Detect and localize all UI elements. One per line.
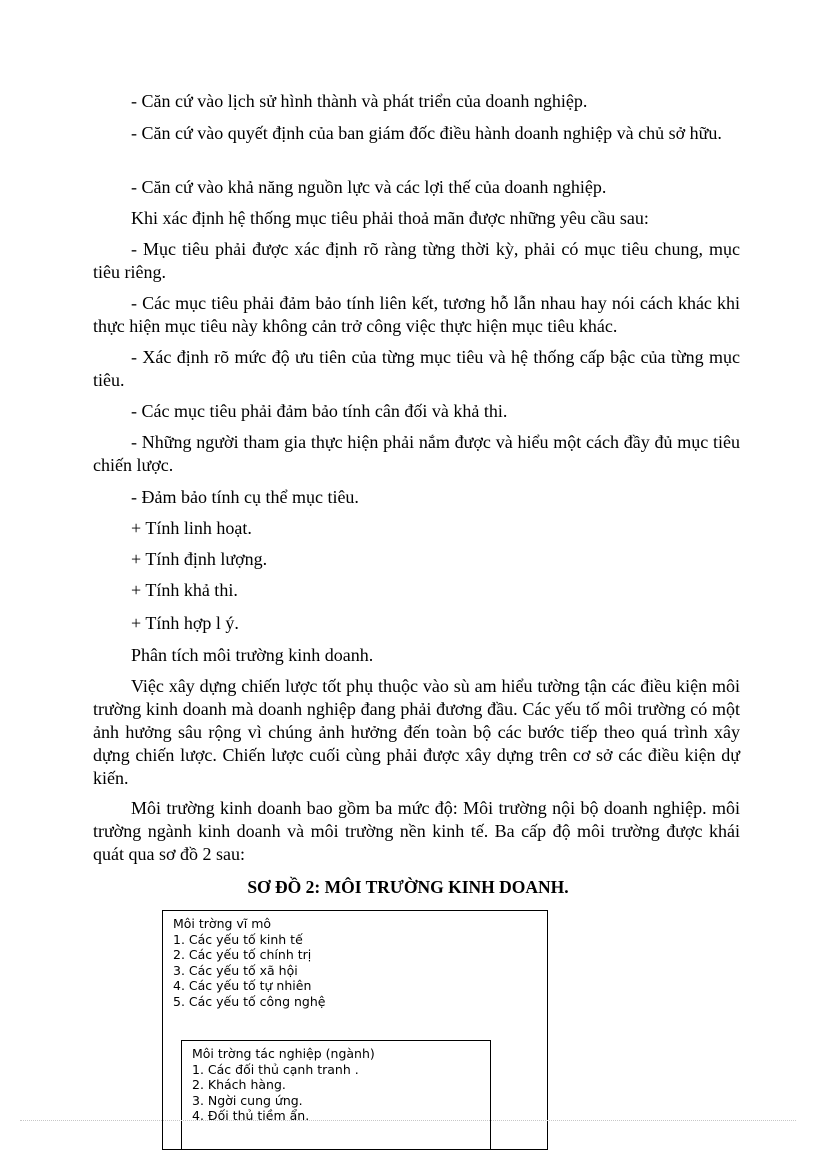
macro-item: 3. Các yếu tố xã hội	[173, 962, 298, 978]
paragraph-specificity: - Đảm bảo tính cụ thể mục tiêu.	[131, 487, 359, 507]
paragraph-requirement-understanding: - Những người tham gia thực hiện phải nắm được và hiểu một cách đầy đủ mục tiêu chiến lược.	[93, 432, 740, 475]
list-item-quantitative: + Tính định lượng.	[131, 549, 268, 569]
paragraph-requirement-linked: - Các mục tiêu phải đảm bảo tính liên kết, tương hỗ lẫn nhau hay nói cách khác khi thực hiện mục tiêu này không cản trở công việc thực hiện mục tiêu khác.	[93, 293, 740, 336]
macro-item: 4. Các yếu tố tự nhiên	[173, 978, 312, 993]
paragraph-requirements-intro: Khi xác định hệ thống mục tiêu phải thoả mãn được những yêu cầu sau:	[131, 208, 649, 228]
paragraph-requirement-balance: - Các mục tiêu phải đảm bảo tính cân đối và khả thi.	[131, 401, 508, 421]
diagram-title: SƠ ĐỒ 2: MÔI TRƯỜNG KINH DOANH.	[247, 877, 569, 897]
macro-item: 2. Các yếu tố chính trị	[173, 947, 312, 962]
page-edge-divider	[20, 1120, 796, 1121]
industry-environment-title: Môi trờng tác nghiệp (ngành)	[192, 1046, 375, 1061]
macro-environment-title: Môi trờng vĩ mô	[173, 916, 272, 931]
industry-item: 1. Các đối thủ cạnh tranh .	[192, 1061, 359, 1077]
list-item-reasonable: + Tính hợp l ý.	[131, 613, 239, 633]
paragraph-history: - Căn cứ vào lịch sử hình thành và phát triển của doanh nghiệp.	[131, 91, 588, 111]
macro-item: 5. Các yếu tố công nghệ	[173, 993, 326, 1009]
paragraph-requirement-clear: - Mục tiêu phải được xác định rõ ràng từng thời kỳ, phải có mục tiêu chung, mục tiêu riêng.	[93, 239, 740, 282]
paragraph-requirement-priority: - Xác định rõ mức độ ưu tiên của từng mục tiêu và hệ thống cấp bậc của từng mục tiêu.	[93, 347, 740, 390]
paragraph-environment-analysis: Việc xây dựng chiến lược tốt phụ thuộc vào sù am hiểu tường tận các điều kiện môi trường kinh doanh mà doanh nghiệp đang phải đương đầu. Các yếu tố môi trường có một ảnh hưởng sâu rộng vì chúng ảnh hưởng đến toàn bộ các bước tiếp theo quá trình xây dựng chiến lược. Chiến lược cuối cùng phải được xây dựng trên cơ sở các điều kiện dự kiến.	[93, 676, 740, 788]
section-heading-environment: Phân tích môi trường kinh doanh.	[131, 645, 374, 665]
paragraph-board-decision: - Căn cứ vào quyết định của ban giám đốc điều hành doanh nghiệp và chủ sở hữu.	[131, 123, 722, 143]
list-item-flexibility: + Tính linh hoạt.	[131, 518, 252, 538]
industry-item: 4. Đối thủ tiềm ẩn.	[192, 1108, 310, 1123]
industry-item: 3. Ngời cung ứng.	[192, 1092, 303, 1108]
industry-environment-box	[181, 1040, 491, 1150]
paragraph-environment-levels: Môi trường kinh doanh bao gồm ba mức độ: Môi trường nội bộ doanh nghiệp. môi trường ngành kinh doanh và môi trường nền kinh tế. Ba cấp độ môi trường được khái quát qua sơ đồ 2 sau:	[93, 798, 740, 864]
paragraph-resources: - Căn cứ vào khả năng nguồn lực và các lợi thế của doanh nghiệp.	[131, 177, 607, 197]
industry-item: 2. Khách hàng.	[192, 1077, 286, 1092]
macro-item: 1. Các yếu tố kinh tế	[173, 931, 303, 947]
list-item-feasibility: + Tính khả thi.	[131, 580, 238, 600]
